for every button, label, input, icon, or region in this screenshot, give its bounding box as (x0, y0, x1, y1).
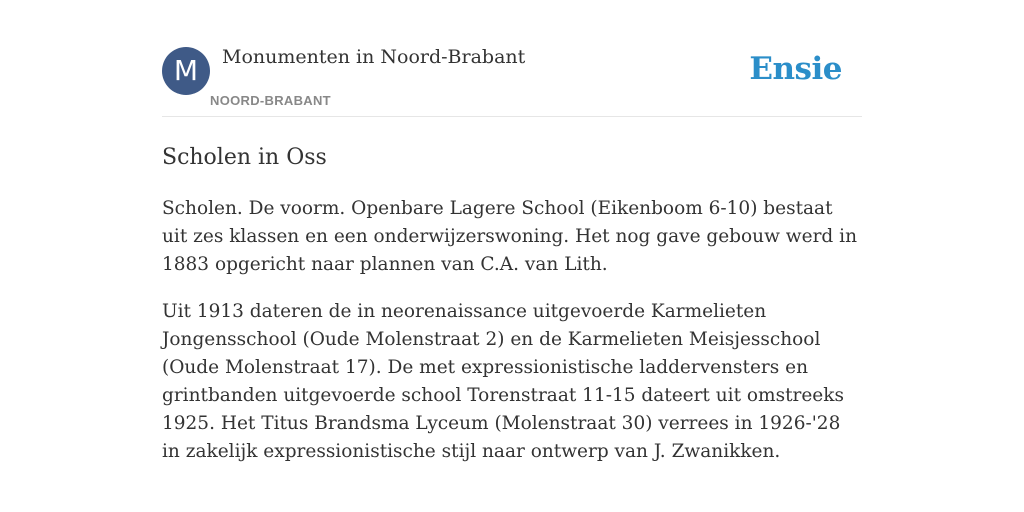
article-title: Scholen in Oss (162, 145, 327, 170)
page (162, 0, 862, 466)
ensie-logo[interactable]: Ensie (749, 51, 842, 87)
article-paragraph-2: Uit 1913 dateren de in neorenaissance uitgevoerde Karmelieten Jongensschool (Oude Molenstraat 2) en de Karmelieten Meisjesschool (Oude Molenstraat 17). De met expressionistische laddervensters en grintbanden uitgevoerde school Torenstraat 11-15 dateert uit omstreeks 1925. Het Titus Brandsma Lyceum (Molenstraat 30) verrees in 1926-'28 in zakelijk expressionistische stijl naar ontwerp van J. Zwanikken. (162, 301, 844, 462)
article-paragraph-1: Scholen. De voorm. Openbare Lagere School (Eikenboom 6-10) bestaat uit zes klassen en een onderwijzerswoning. Het nog gave gebouw werd in 1883 opgericht naar plannen van C.A. van Lith. (162, 198, 857, 275)
avatar[interactable]: M (162, 47, 210, 95)
site-title-link[interactable]: Monumenten in Noord-Brabant (222, 46, 526, 68)
header (162, 0, 862, 117)
region-label[interactable]: NOORD-BRABANT (210, 93, 331, 108)
